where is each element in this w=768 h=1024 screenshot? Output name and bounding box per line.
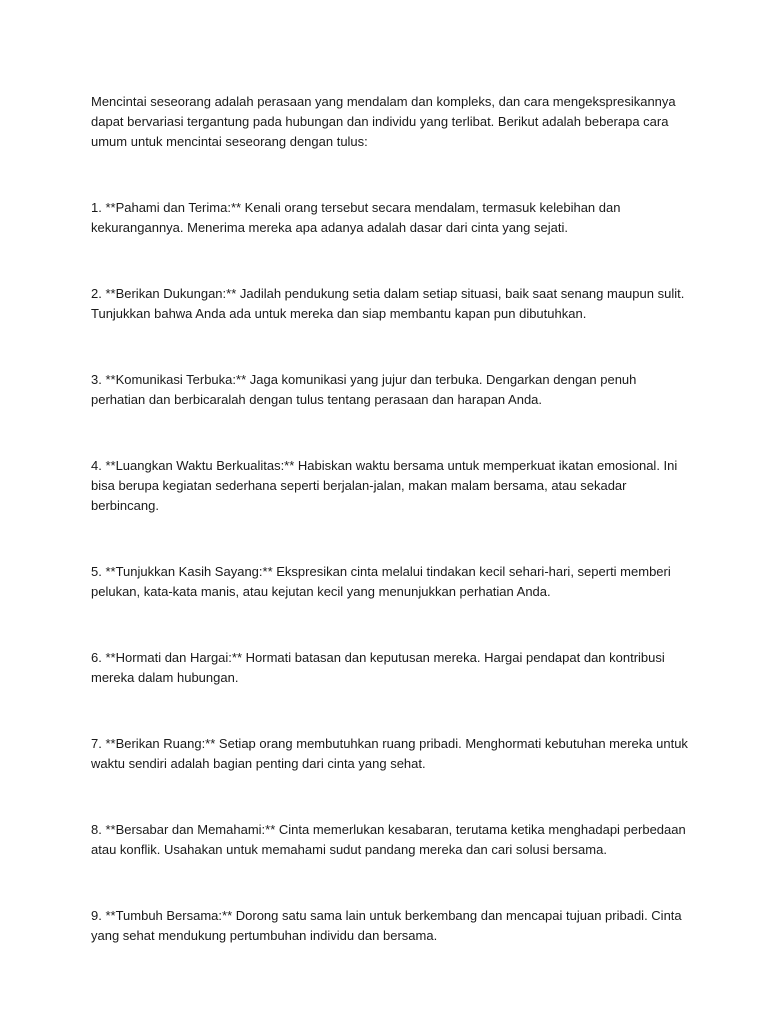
list-item-7: 7. **Berikan Ruang:** Setiap orang membutuhkan ruang pribadi. Menghormati kebutuhan mereka untuk waktu sendiri adalah bagian penting dari cinta yang sehat. (91, 736, 688, 771)
document-body (91, 92, 691, 946)
list-item-5: 5. **Tunjukkan Kasih Sayang:** Ekspresikan cinta melalui tindakan kecil sehari-hari, seperti memberi pelukan, kata-kata manis, atau kejutan kecil yang menunjukkan perhatian Anda. (91, 564, 671, 599)
list-item-1: 1. **Pahami dan Terima:** Kenali orang tersebut secara mendalam, termasuk kelebihan dan kekurangannya. Menerima mereka apa adanya adalah dasar dari cinta yang sejati. (91, 200, 621, 235)
list-item-4: 4. **Luangkan Waktu Berkualitas:** Habiskan waktu bersama untuk memperkuat ikatan emosional. Ini bisa berupa kegiatan sederhana seperti berjalan-jalan, makan malam bersama, atau sekadar berbincang. (91, 458, 678, 513)
intro-paragraph: Mencintai seseorang adalah perasaan yang mendalam dan kompleks, dan cara mengekspresikannya dapat bervariasi tergantung pada hubungan dan individu yang terlibat. Berikut adalah beberapa cara umum untuk mencintai seseorang dengan tulus: (91, 94, 676, 149)
list-item-2: 2. **Berikan Dukungan:** Jadilah pendukung setia dalam setiap situasi, baik saat senang maupun sulit. Tunjukkan bahwa Anda ada untuk mereka dan siap membantu kapan pun dibutuhkan. (91, 286, 685, 321)
list-item-8: 8. **Bersabar dan Memahami:** Cinta memerlukan kesabaran, terutama ketika menghadapi perbedaan atau konflik. Usahakan untuk memahami sudut pandang mereka dan cari solusi bersama. (91, 822, 686, 857)
list-item-6: 6. **Hormati dan Hargai:** Hormati batasan dan keputusan mereka. Hargai pendapat dan kontribusi mereka dalam hubungan. (91, 650, 665, 685)
list-item-9: 9. **Tumbuh Bersama:** Dorong satu sama lain untuk berkembang dan mencapai tujuan pribadi. Cinta yang sehat mendukung pertumbuhan individu dan bersama. (91, 908, 682, 943)
list-item-3: 3. **Komunikasi Terbuka:** Jaga komunikasi yang jujur dan terbuka. Dengarkan dengan penuh perhatian dan berbicaralah dengan tulus tentang perasaan dan harapan Anda. (91, 372, 637, 407)
